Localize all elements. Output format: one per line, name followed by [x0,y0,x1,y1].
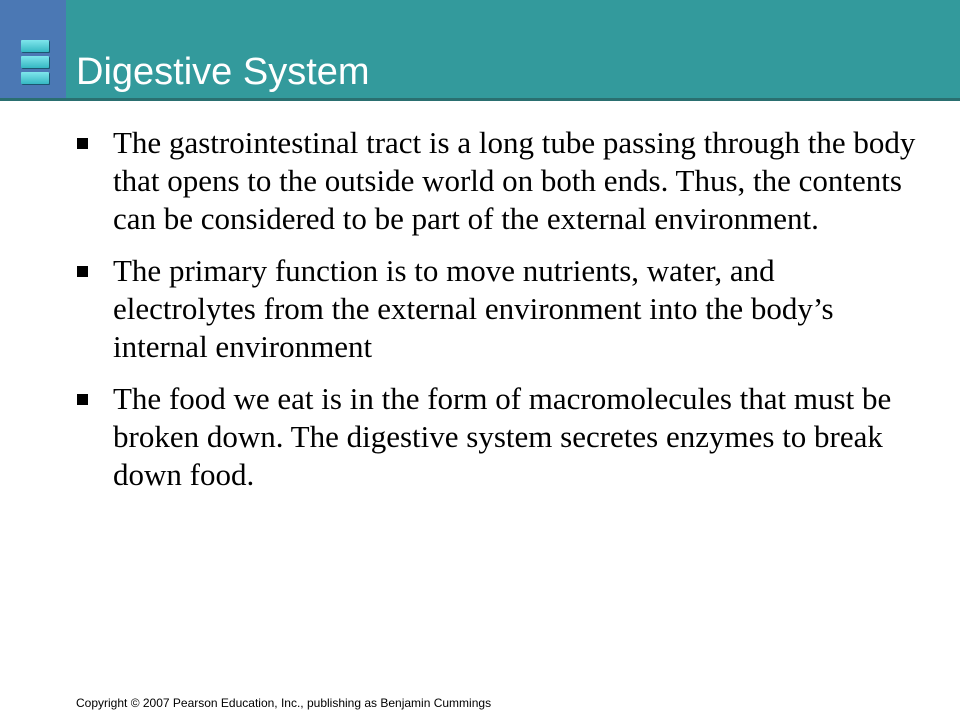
bullet-text: The gastrointestinal tract is a long tube passing through the body that opens to the outside world on both ends. Thus, the contents can be considered to be part of the external environment. [113,125,916,236]
copyright-footer: Copyright © 2007 Pearson Education, Inc., publishing as Benjamin Cummings [76,696,492,710]
bullet-item [74,252,924,366]
square-bullet-icon [77,138,88,149]
square-bullet-icon [77,394,88,405]
bullet-text: The food we eat is in the form of macromolecules that must be broken down. The digestive system secretes enzymes to break down food. [113,381,892,492]
logo-bar-top [21,40,49,52]
bullet-list [74,124,924,494]
square-bullet-icon [77,266,88,277]
bullet-text: The primary function is to move nutrients, water, and electrolytes from the external environment into the body’s internal environment [113,253,834,364]
bullet-item [74,124,924,238]
slide-title: Digestive System [76,51,370,93]
bullet-item [74,380,924,494]
logo-bar-middle [21,56,49,68]
logo-bar-bottom [21,72,49,84]
title-divider [0,98,960,101]
stacked-bars-icon [21,40,49,84]
